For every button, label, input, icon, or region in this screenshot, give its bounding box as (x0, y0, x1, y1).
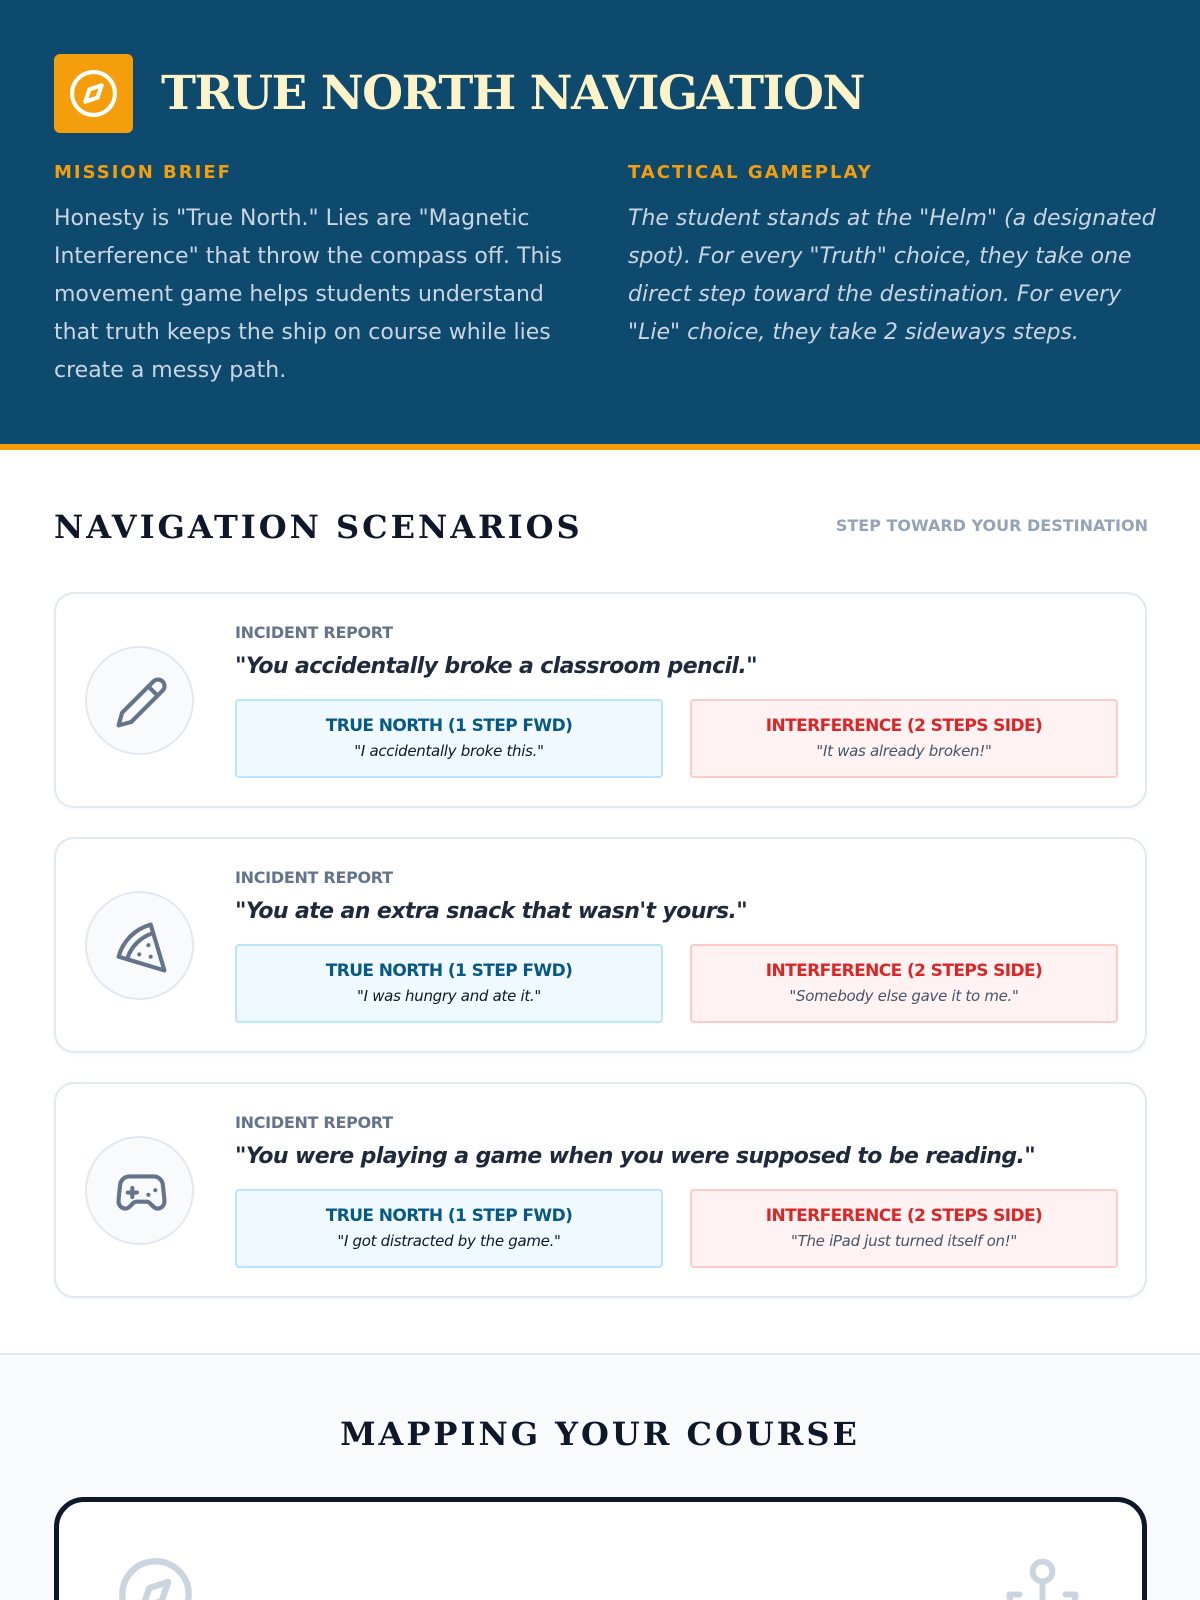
pencil-icon (114, 675, 169, 730)
truth-option-label: TRUE NORTH (1 STEP FWD) (325, 961, 573, 981)
lie-option-label: INTERFERENCE (2 STEPS SIDE) (765, 716, 1043, 736)
section-title: NAVIGATION SCENARIOS (54, 508, 583, 546)
compass-icon (116, 1555, 195, 1600)
truth-option-text: "I was hungry and ate it." (357, 987, 541, 1005)
logo (54, 54, 133, 133)
truth-option-button[interactable] (235, 699, 663, 778)
scenario-card (54, 1082, 1147, 1298)
incident-quote: "You were playing a game when you were supposed to be reading." (235, 1144, 1036, 1169)
truth-option-button[interactable] (235, 944, 663, 1023)
gameplay-label: TACTICAL GAMEPLAY (628, 162, 873, 183)
pizza-icon (114, 920, 169, 975)
incident-kicker: INCIDENT REPORT (235, 1113, 393, 1132)
scenario-card (54, 592, 1147, 808)
hero-header (0, 0, 1200, 450)
scenario-card (54, 837, 1147, 1053)
mapping-section (0, 1353, 1200, 1600)
gameplay-text: The student stands at the "Helm" (a designated spot). For every "Truth" choice, they take one direct step toward the destination. For every "Lie" choice, they take 2 sideways steps. (628, 206, 1156, 345)
lie-option-text: "Somebody else gave it to me." (789, 987, 1019, 1005)
incident-kicker: INCIDENT REPORT (235, 623, 393, 642)
lie-option-text: "The iPad just turned itself on!" (791, 1232, 1017, 1250)
compass-icon (68, 68, 119, 119)
page-title: TRUE NORTH NAVIGATION (161, 66, 864, 121)
incident-quote: "You ate an extra snack that wasn't yours." (235, 899, 748, 924)
scenario-icon-wrap (85, 646, 194, 755)
gamepad-icon (114, 1165, 169, 1220)
anchor-icon (1003, 1555, 1082, 1600)
truth-option-text: "I accidentally broke this." (354, 742, 544, 760)
lie-option-text: "It was already broken!" (816, 742, 992, 760)
truth-option-label: TRUE NORTH (1 STEP FWD) (325, 716, 573, 736)
mission-label: MISSION BRIEF (54, 162, 232, 183)
mission-text: Honesty is "True North." Lies are "Magnetic Interference" that throw the compass off. This movement game helps students understand that truth keeps the ship on course while lies create a messy path. (54, 206, 562, 383)
mapping-title: MAPPING YOUR COURSE (340, 1415, 860, 1453)
lie-option-button[interactable] (690, 944, 1118, 1023)
scenario-icon-wrap (85, 1136, 194, 1245)
lie-option-button[interactable] (690, 699, 1118, 778)
incident-quote: "You accidentally broke a classroom pencil." (235, 654, 758, 679)
truth-option-button[interactable] (235, 1189, 663, 1268)
lie-option-label: INTERFERENCE (2 STEPS SIDE) (765, 961, 1043, 981)
scenario-icon-wrap (85, 891, 194, 1000)
lie-option-button[interactable] (690, 1189, 1118, 1268)
truth-option-label: TRUE NORTH (1 STEP FWD) (325, 1206, 573, 1226)
truth-option-text: "I got distracted by the game." (337, 1232, 561, 1250)
lie-option-label: INTERFERENCE (2 STEPS SIDE) (765, 1206, 1043, 1226)
course-map-board (54, 1497, 1147, 1600)
section-subtitle: STEP TOWARD YOUR DESTINATION (835, 516, 1148, 535)
incident-kicker: INCIDENT REPORT (235, 868, 393, 887)
